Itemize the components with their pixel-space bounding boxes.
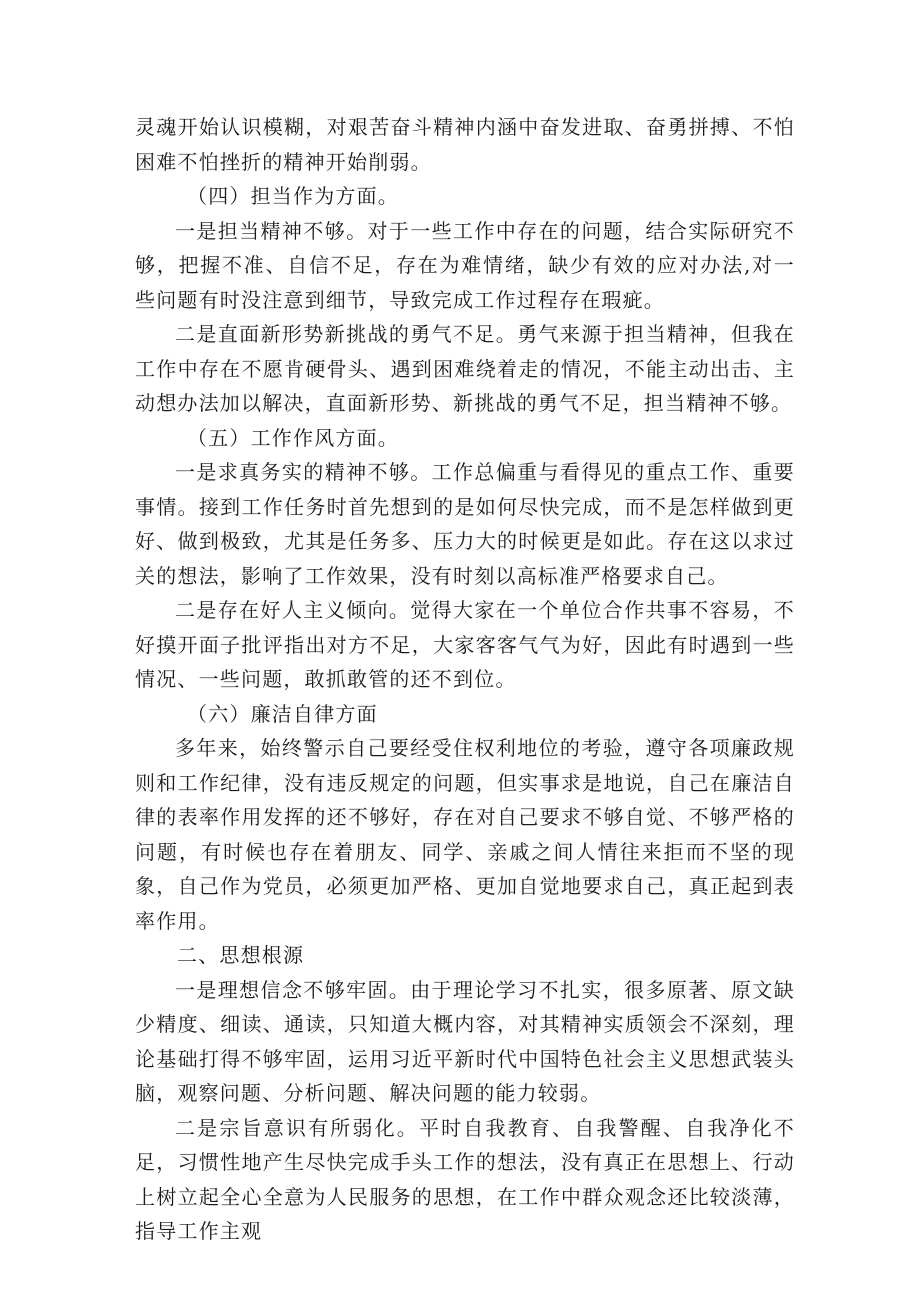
document-body bbox=[135, 110, 795, 1249]
section-heading-four: （四）担当作为方面。 bbox=[187, 184, 399, 208]
body-paragraph: 二是存在好人主义倾向。觉得大家在一个单位合作共事不容易，不好摸开面子批评指出对方不足，大家客客气气为好，因此有时遇到一些情况、一些问题，敢抓敢管的还不到位。 bbox=[135, 598, 795, 691]
body-paragraph: 一是求真务实的精神不够。工作总偏重与看得见的重点工作、重要事情。接到工作任务时首先想到的是如何尽快完成，而不是怎样做到更好、做到极致，尤其是任务多、压力大的时候更是如此。存在这以求过关的想法，影响了工作效果，没有时刻以高标准严格要求自己。 bbox=[135, 460, 795, 588]
section-heading-six: （六）廉洁自律方面 bbox=[187, 701, 378, 726]
body-paragraph: 一是担当精神不够。对于一些工作中存在的问题，结合实际研究不够，把握不准、自信不足，存在为难情绪，缺少有效的应对办法,对一些问题有时没注意到细节，导致完成工作过程存在瑕疵。 bbox=[135, 218, 795, 312]
section-heading-five: （五）工作作风方面。 bbox=[187, 425, 399, 450]
body-paragraph: 多年来，始终警示自己要经受住权利地位的考验，遵守各项廉政规则和工作纪律，没有违反规定的问题，但实事求是地说，自己在廉洁自律的表率作用发挥的还不够好，存在对自己要求不够自觉、不够严格的问题，有时候也存在着朋友、同学、亲戚之间人情往来拒而不坚的现象，自己作为党员，必须更加严格、更加自觉地要求自己，真正起到表率作用。 bbox=[135, 736, 795, 933]
body-paragraph: 一是理想信念不够牢固。由于理论学习不扎实，很多原著、原文缺少精度、细读、通读，只知道大概内容，对其精神实质领会不深刻，理论基础打得不够牢固，运用习近平新时代中国特色社会主义思想武装头脑，观察问题、分析问题、解决问题的能力较弱。 bbox=[135, 977, 795, 1105]
section-heading-thought-roots: 二、思想根源 bbox=[177, 943, 305, 967]
body-paragraph: 二是直面新形势新挑战的勇气不足。勇气来源于担当精神，但我在工作中存在不愿肯硬骨头、遇到困难绕着走的情况，不能主动出击、主动想办法加以解决，直面新形势、新挑战的勇气不足，担当精神不够。 bbox=[135, 322, 795, 415]
body-paragraph: 灵魂开始认识模糊，对艰苦奋斗精神内涵中奋发进取、奋勇拼搏、不怕困难不怕挫折的精神开始削弱。 bbox=[135, 115, 795, 174]
body-paragraph: 二是宗旨意识有所弱化。平时自我教育、自我警醒、自我净化不足，习惯性地产生尽快完成手头工作的想法，没有真正在思想上、行动上树立起全心全意为人民服务的思想，在工作中群众观念还比较淡薄，指导工作主观 bbox=[135, 1115, 795, 1243]
